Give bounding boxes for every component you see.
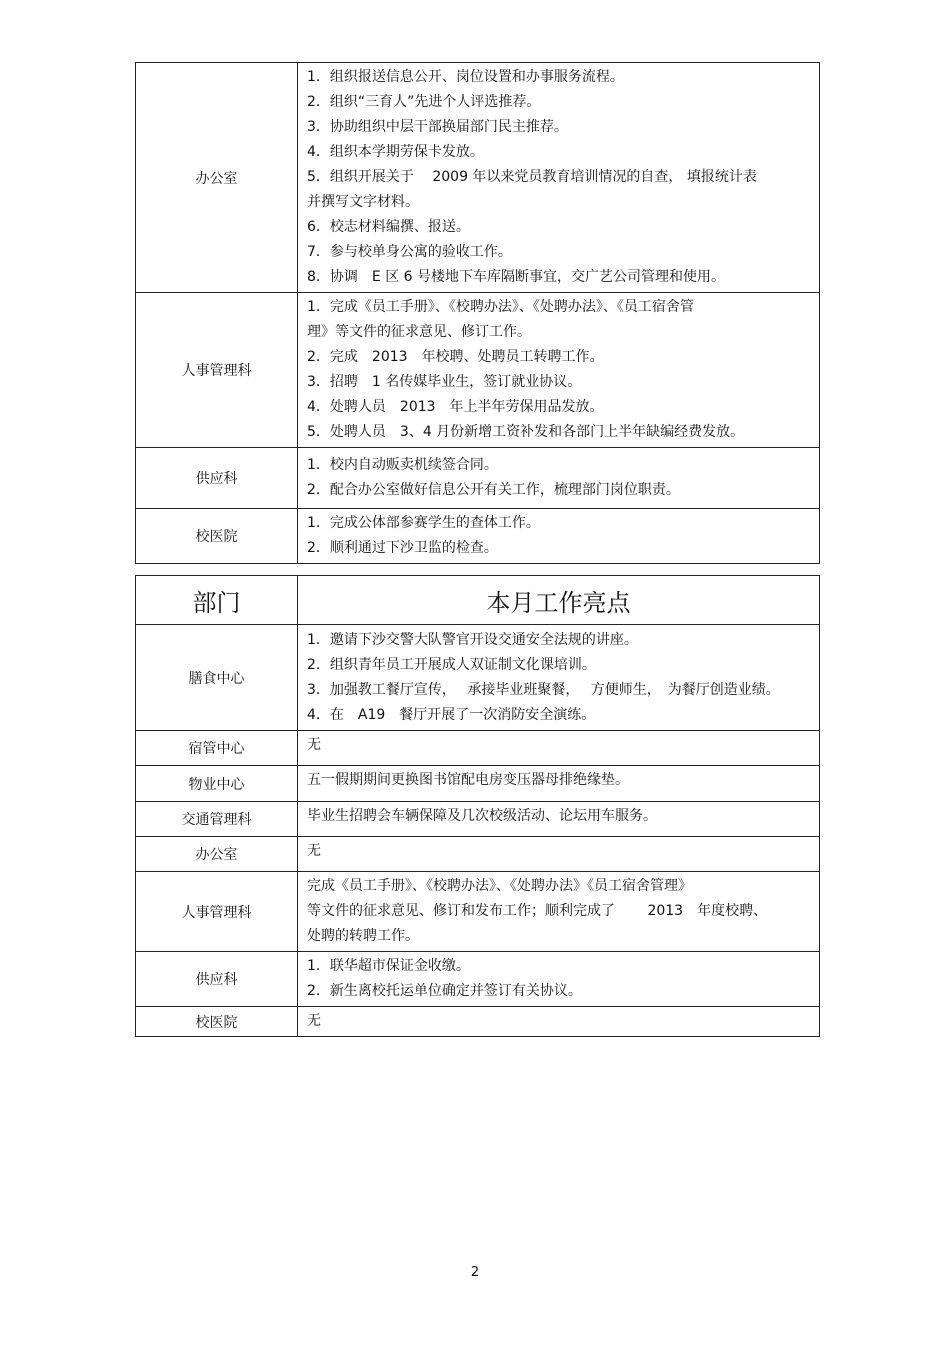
- table-row: [136, 872, 820, 952]
- table-row: [136, 731, 820, 766]
- highlights-body: [136, 625, 820, 1037]
- content-cell: [298, 1007, 820, 1037]
- content-line: 1．完成公体部参赛学生的查体工作。: [307, 515, 540, 531]
- content-line: 理》等文件的征求意见、修订工作。: [307, 324, 531, 340]
- content-line: 3．协助组织中层干部换届部门民主推荐。: [307, 119, 568, 135]
- content-line: 7．参与校单身公寓的验收工作。: [307, 244, 512, 260]
- dept-cell: 供应科: [136, 952, 298, 1007]
- content-line: 2．配合办公室做好信息公开有关工作，梳理部门岗位职责。: [307, 482, 680, 498]
- table-row: [136, 293, 820, 448]
- table-row: [136, 952, 820, 1007]
- dept-cell: 宿管中心: [136, 731, 298, 766]
- table-row: [136, 509, 820, 564]
- content-line: 1．组织报送信息公开、岗位设置和办事服务流程。: [307, 69, 624, 85]
- content-line: 2．新生离校托运单位确定并签订有关协议。: [307, 983, 582, 999]
- content-cell: [298, 952, 820, 1007]
- content-line: 1．校内自动贩卖机续签合同。: [307, 457, 498, 473]
- dept-cell: 交通管理科: [136, 802, 298, 837]
- content-cell: [298, 63, 820, 293]
- work-summary-body: [136, 63, 820, 564]
- content-line: 3．招聘 1 名传媒毕业生，签订就业协议。: [307, 374, 582, 390]
- content-line: 6．校志材料编撰、报送。: [307, 219, 470, 235]
- content-line: 2．组织“三育人”先进个人评选推荐。: [307, 94, 541, 110]
- content-line: 完成《员工手册》、《校聘办法》、《处聘办法》《员工宿舍管理》: [307, 878, 692, 894]
- content-cell: [298, 448, 820, 509]
- dept-cell: 办公室: [136, 63, 298, 293]
- content-cell: [298, 837, 820, 872]
- content-cell: [298, 509, 820, 564]
- dept-cell: 校医院: [136, 1007, 298, 1037]
- content-cell: [298, 766, 820, 802]
- content-line: 4．组织本学期劳保卡发放。: [307, 144, 484, 160]
- content-line: 1．完成《员工手册》、《校聘办法》、《处聘办法》、《员工宿舍管: [307, 299, 694, 315]
- content-line: 4．在 A19 餐厅开展了一次消防安全演练。: [307, 706, 596, 723]
- content-line: 2．顺利通过下沙卫监的检查。: [307, 540, 498, 556]
- content-line: 1．联华超市保证金收缴。: [307, 958, 470, 974]
- content-cell: [298, 625, 820, 731]
- content-line: 无: [307, 1013, 321, 1029]
- content-line: 3．加强教工餐厅宣传， 承接毕业班聚餐， 方便师生， 为餐厅创造业绩。: [307, 681, 780, 698]
- dept-cell: 校医院: [136, 509, 298, 564]
- content-cell: [298, 872, 820, 952]
- content-line: 无: [307, 843, 321, 859]
- table-row: [136, 448, 820, 509]
- content-line: 无: [307, 737, 321, 753]
- content-cell: [298, 731, 820, 766]
- content-line: 毕业生招聘会车辆保障及几次校级活动、论坛用车服务。: [307, 808, 657, 824]
- header-highlights: 本月工作亮点: [298, 576, 820, 625]
- content-line: 2．完成 2013 年校聘、处聘员工转聘工作。: [307, 349, 604, 365]
- highlights-table: [135, 575, 820, 1037]
- content-line: 五一假期期间更换图书馆配电房变压器母排绝缘垫。: [307, 772, 629, 788]
- content-line: 5．组织开展关于 2009 年以来党员教育培训情况的自查， 填报统计表: [307, 169, 757, 185]
- content-line: 2．组织青年员工开展成人双证制文化课培训。: [307, 656, 596, 673]
- table-row: [136, 837, 820, 872]
- content-cell: [298, 293, 820, 448]
- content-line: 8．协调 E 区 6 号楼地下车库隔断事宜，交广艺公司管理和使用。: [307, 269, 726, 285]
- content-line: 等文件的征求意见、修订和发布工作；顺利完成了 2013 年度校聘、: [307, 903, 768, 919]
- content-line: 处聘的转聘工作。: [307, 928, 419, 944]
- dept-cell: 膳食中心: [136, 625, 298, 731]
- highlights-header-row: [136, 576, 820, 625]
- dept-cell: 物业中心: [136, 766, 298, 802]
- dept-cell: 供应科: [136, 448, 298, 509]
- table-row: [136, 625, 820, 731]
- dept-cell: 人事管理科: [136, 872, 298, 952]
- content-line: 1．邀请下沙交警大队警官开设交通安全法规的讲座。: [307, 631, 638, 648]
- table-row: [136, 63, 820, 293]
- dept-cell: 人事管理科: [136, 293, 298, 448]
- content-line: 4．处聘人员 2013 年上半年劳保用品发放。: [307, 399, 604, 415]
- content-cell: [298, 802, 820, 837]
- work-summary-table: [135, 62, 820, 564]
- dept-cell: 办公室: [136, 837, 298, 872]
- table-row: [136, 802, 820, 837]
- header-dept: 部门: [136, 576, 298, 625]
- content-line: 5．处聘人员 3、4 月份新增工资补发和各部门上半年缺编经费发放。: [307, 424, 745, 440]
- content-line: 并撰写文字材料。: [307, 194, 419, 210]
- page-number: 2: [470, 1265, 480, 1280]
- table-row: [136, 766, 820, 802]
- table-row: [136, 1007, 820, 1037]
